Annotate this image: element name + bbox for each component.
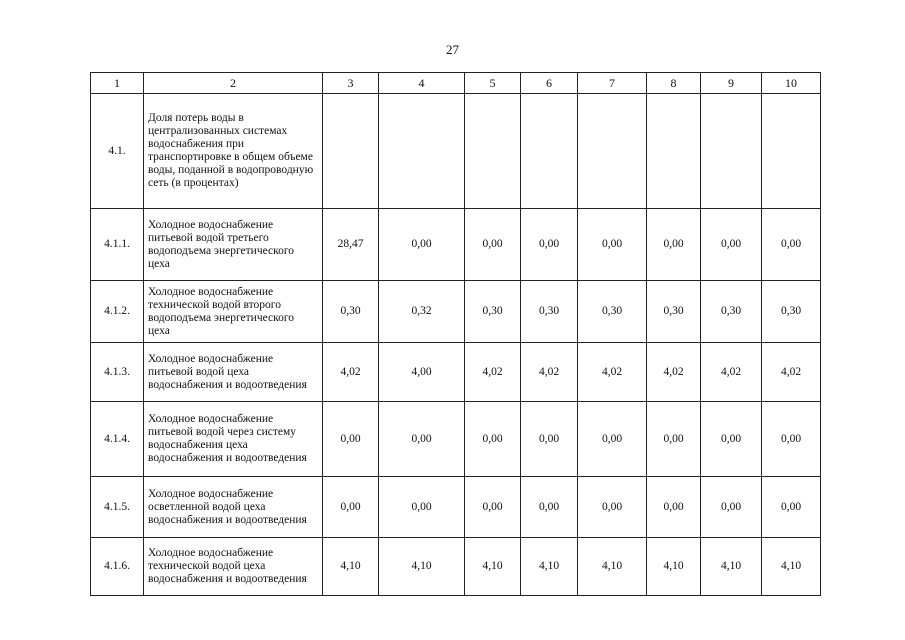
column-header: 5	[465, 73, 521, 94]
table-cell: 0,00	[521, 477, 578, 538]
table-cell: 4,10	[379, 538, 465, 596]
table-cell: 0,00	[762, 477, 821, 538]
table-cell: 0,00	[647, 209, 701, 281]
table-cell: 0,00	[379, 402, 465, 477]
table-cell: 4,02	[701, 343, 762, 402]
table-cell: 4,10	[323, 538, 379, 596]
row-code: 4.1.2.	[91, 281, 144, 343]
table-cell	[379, 94, 465, 209]
table-cell: 0,32	[379, 281, 465, 343]
table-cell: 0,00	[578, 209, 647, 281]
table-cell: 0,30	[701, 281, 762, 343]
row-description: Холодное водоснабжение технической водой второго водоподъема энергетического цеха	[144, 281, 323, 343]
column-header: 4	[379, 73, 465, 94]
row-code: 4.1.6.	[91, 538, 144, 596]
table-cell: 0,00	[578, 477, 647, 538]
data-table	[90, 72, 821, 596]
table-cell: 0,00	[379, 209, 465, 281]
table-cell: 0,30	[578, 281, 647, 343]
table-cell: 0,00	[647, 477, 701, 538]
column-header: 2	[144, 73, 323, 94]
table-cell: 0,00	[701, 209, 762, 281]
table-cell: 4,10	[701, 538, 762, 596]
row-code: 4.1.3.	[91, 343, 144, 402]
table-row	[91, 402, 821, 477]
column-header: 9	[701, 73, 762, 94]
row-code: 4.1.4.	[91, 402, 144, 477]
row-description: Холодное водоснабжение питьевой водой цеха водоснабжения и водоотведения	[144, 343, 323, 402]
row-description: Холодное водоснабжение питьевой водой через систему водоснабжения цеха водоснабжения и водоотведения	[144, 402, 323, 477]
row-description: Холодное водоснабжение осветленной водой цеха водоснабжения и водоотведения	[144, 477, 323, 538]
table-row	[91, 209, 821, 281]
table-cell: 4,02	[521, 343, 578, 402]
table-row	[91, 538, 821, 596]
table-cell: 4,02	[647, 343, 701, 402]
row-description: Доля потерь воды в централизованных системах водоснабжения при транспортировке в общем объеме воды, поданной в водопроводную сеть (в процентах)	[144, 94, 323, 209]
table-header-row	[91, 73, 821, 94]
table-cell: 0,00	[465, 402, 521, 477]
table-cell: 4,10	[578, 538, 647, 596]
table-cell: 0,00	[701, 402, 762, 477]
table-cell: 4,02	[323, 343, 379, 402]
table-cell: 0,30	[762, 281, 821, 343]
table-cell	[323, 94, 379, 209]
table-cell: 0,00	[521, 209, 578, 281]
table-cell	[701, 94, 762, 209]
table-row	[91, 477, 821, 538]
table-cell	[465, 94, 521, 209]
table-cell	[762, 94, 821, 209]
table-cell: 0,30	[647, 281, 701, 343]
table-cell: 4,02	[465, 343, 521, 402]
table-cell: 4,10	[647, 538, 701, 596]
table-cell: 0,30	[323, 281, 379, 343]
table-cell: 4,00	[379, 343, 465, 402]
table-cell: 4,02	[578, 343, 647, 402]
table-cell	[647, 94, 701, 209]
table-cell: 0,30	[465, 281, 521, 343]
table-cell: 4,10	[762, 538, 821, 596]
column-header: 10	[762, 73, 821, 94]
column-header: 3	[323, 73, 379, 94]
table-cell: 4,02	[762, 343, 821, 402]
table-cell: 0,00	[521, 402, 578, 477]
table-cell: 0,00	[465, 477, 521, 538]
row-description: Холодное водоснабжение питьевой водой третьего водоподъема энергетического цеха	[144, 209, 323, 281]
table-row	[91, 343, 821, 402]
table-cell: 0,00	[578, 402, 647, 477]
table-cell: 0,00	[465, 209, 521, 281]
page-number: 27	[446, 42, 459, 57]
table-cell: 0,00	[647, 402, 701, 477]
table-cell: 4,10	[465, 538, 521, 596]
table-cell: 0,00	[379, 477, 465, 538]
table-cell: 28,47	[323, 209, 379, 281]
table-cell: 0,30	[521, 281, 578, 343]
column-header: 6	[521, 73, 578, 94]
table-cell: 0,00	[762, 402, 821, 477]
row-description: Холодное водоснабжение технической водой цеха водоснабжения и водоотведения	[144, 538, 323, 596]
table-cell	[578, 94, 647, 209]
table-cell: 0,00	[762, 209, 821, 281]
table-cell: 4,10	[521, 538, 578, 596]
table-cell: 0,00	[701, 477, 762, 538]
row-code: 4.1.	[91, 94, 144, 209]
table-row	[91, 281, 821, 343]
column-header: 1	[91, 73, 144, 94]
row-code: 4.1.5.	[91, 477, 144, 538]
column-header: 8	[647, 73, 701, 94]
table-cell: 0,00	[323, 402, 379, 477]
table-row	[91, 94, 821, 209]
column-header: 7	[578, 73, 647, 94]
row-code: 4.1.1.	[91, 209, 144, 281]
table-cell	[521, 94, 578, 209]
table-cell: 0,00	[323, 477, 379, 538]
